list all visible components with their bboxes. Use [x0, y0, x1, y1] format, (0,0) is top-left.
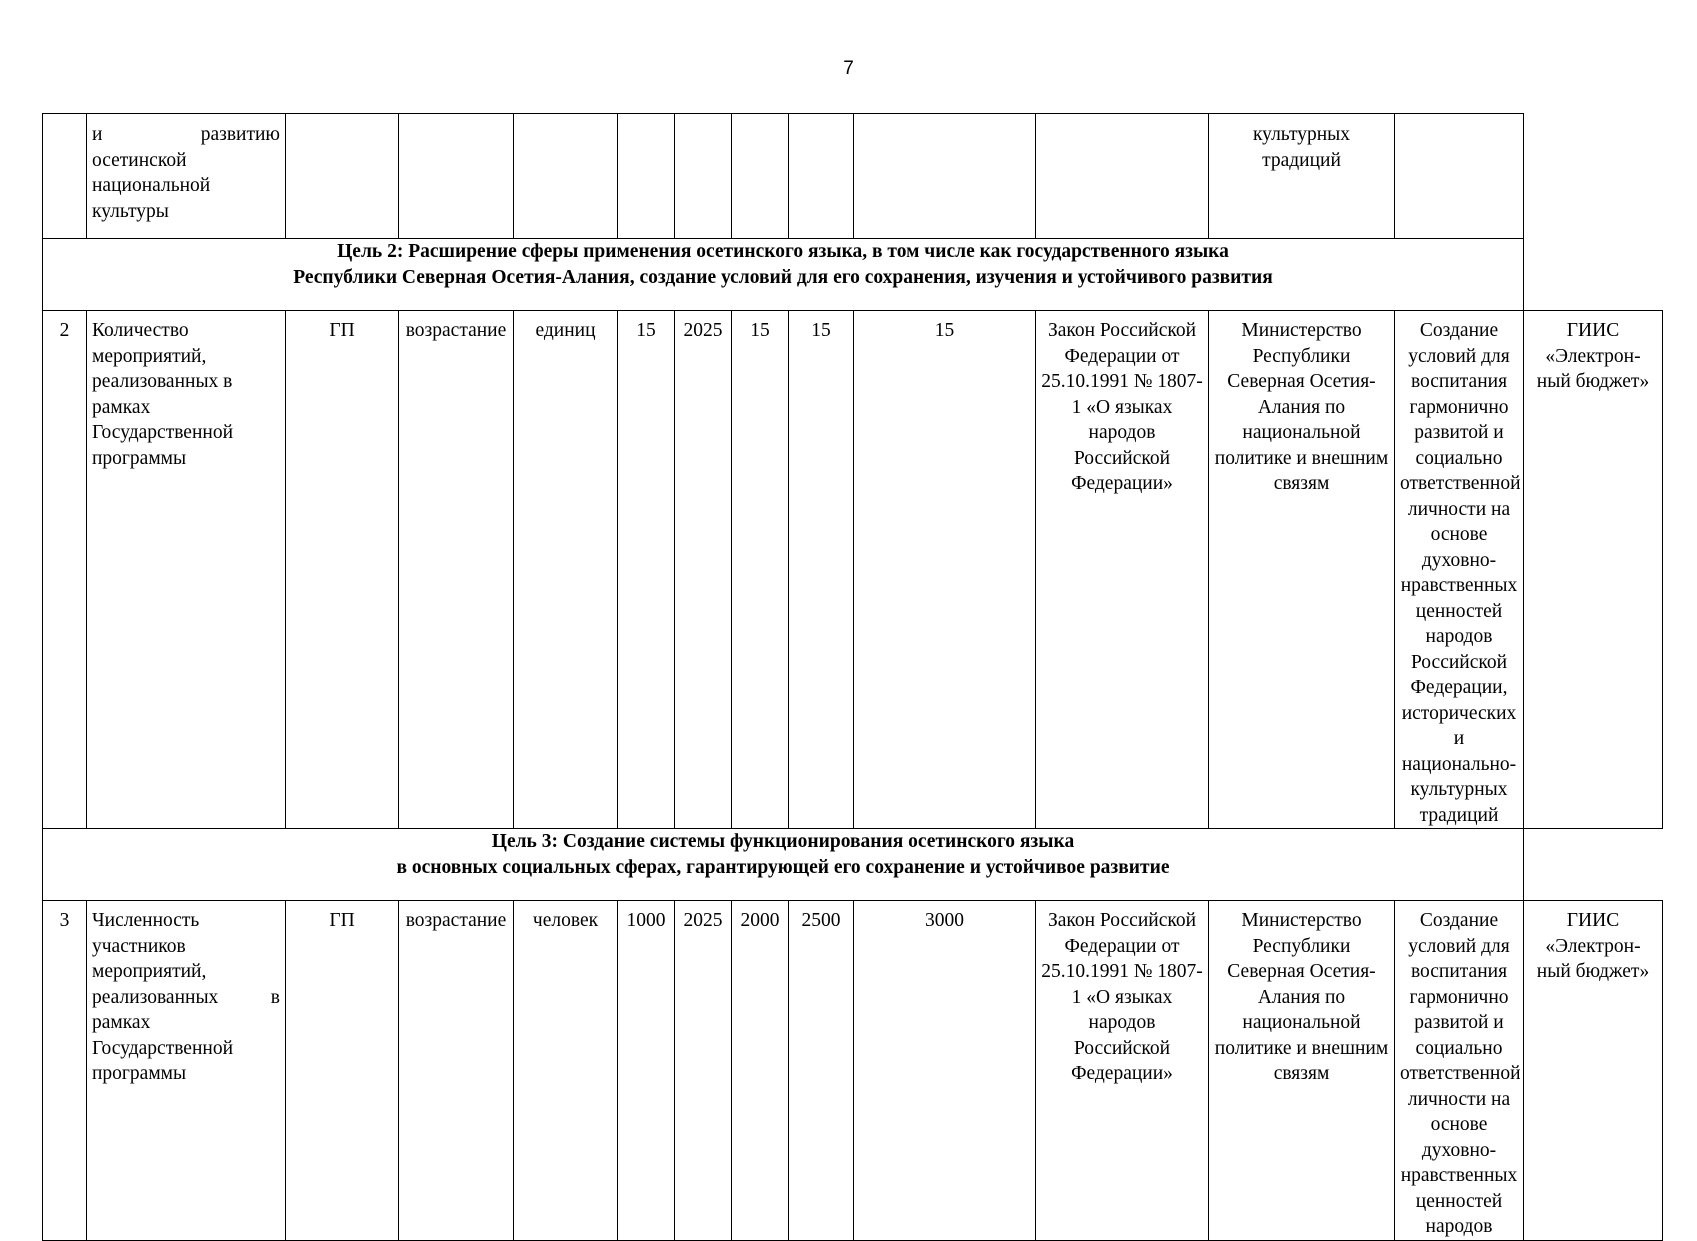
- cell-level: ГП: [286, 901, 399, 1241]
- cell-trend: возрастание: [399, 901, 514, 1241]
- cell-name: Количество мероприятий, реализованных в рамках Государственной программы: [87, 311, 286, 829]
- cell-name-line-4: [92, 985, 280, 1011]
- cell-base-year: 2025: [675, 901, 732, 1241]
- cell-name-line-4: культуры: [92, 200, 169, 222]
- word-in: в: [270, 986, 280, 1008]
- cell-name-line-1: [92, 122, 280, 148]
- cell-base-value: [618, 114, 675, 239]
- goal-2-heading: [43, 239, 1524, 311]
- cell-name-line-5: рамках: [92, 1012, 151, 1033]
- cell-name-line-3: мероприятий,: [92, 961, 207, 982]
- goal-3-heading: [43, 829, 1524, 901]
- cell-base-value: 1000: [618, 901, 675, 1241]
- cell-base-year: 2025: [675, 311, 732, 829]
- cell-level: [286, 114, 399, 239]
- cell-v1: [732, 114, 789, 239]
- table-row-continued: [43, 114, 1663, 239]
- cell-system: ГИИС «Электрон-ный бюджет»: [1524, 311, 1663, 829]
- cell-trend: возрастание: [399, 311, 514, 829]
- cell-responsible: Министерство Республики Северная Осетия-Алания по национальной политике и внешним связям: [1209, 901, 1395, 1241]
- cell-system: ГИИС «Электрон-ный бюджет»: [1524, 901, 1663, 1241]
- word-and: и: [92, 124, 103, 145]
- cell-result-line-1: культурных: [1252, 124, 1351, 145]
- cell-v2: 2500: [789, 901, 854, 1241]
- cell-num: 3: [43, 901, 87, 1241]
- cell-num: 2: [43, 311, 87, 829]
- word-realized: реализованных: [92, 986, 219, 1008]
- page-number: 7: [843, 58, 854, 79]
- goal-3-line-2: в основных социальных сферах, гарантирующей его сохранение и устойчивое развитие: [396, 856, 1170, 878]
- indicators-table: [42, 113, 1663, 1241]
- cell-v2: [789, 114, 854, 239]
- cell-result: Создание условий для воспитания гармонично развитой и социально ответственной личности на основе духовно-нравственных ценностей народов Российской Федерации, исторических и национально-культурных традиций: [1395, 311, 1524, 829]
- cell-v1: 15: [732, 311, 789, 829]
- cell-unit: человек: [514, 901, 618, 1241]
- cell-name-line-2: участников: [92, 935, 186, 957]
- cell-responsible: [1036, 114, 1209, 239]
- cell-result: [1209, 114, 1395, 239]
- word-development: развитию: [200, 124, 280, 145]
- goal-2-line-1: Цель 2: Расширение сферы применения осетинского языка, в том числе как государственного языка: [337, 241, 1229, 262]
- cell-num: [43, 114, 87, 239]
- cell-trend: [399, 114, 514, 239]
- cell-responsible: Министерство Республики Северная Осетия-Алания по национальной политике и внешним связям: [1209, 311, 1395, 829]
- cell-name-line-7: программы: [92, 1063, 187, 1084]
- cell-name: [87, 114, 286, 239]
- cell-name-line-3: национальной: [92, 175, 211, 196]
- cell-unit: единиц: [514, 311, 618, 829]
- cell-level: ГП: [286, 311, 399, 829]
- cell-base-value: 15: [618, 311, 675, 829]
- cell-document: Закон Российской Федерации от 25.10.1991 № 1807-1 «О языках народов Российской Федерации»: [1036, 901, 1209, 1241]
- cell-document: [854, 114, 1036, 239]
- cell-v3: 3000: [854, 901, 1036, 1241]
- goal-row-2: [43, 239, 1663, 311]
- cell-name-line-1: Численность: [92, 910, 200, 931]
- cell-result-line-2: традиций: [1262, 149, 1341, 171]
- cell-document: Закон Российской Федерации от 25.10.1991 № 1807-1 «О языках народов Российской Федерации»: [1036, 311, 1209, 829]
- goal-3-line-1: Цель 3: Создание системы функционирования осетинского языка: [491, 831, 1075, 852]
- cell-name-line-6: Государственной: [92, 1037, 234, 1059]
- table-row-3: [43, 901, 1663, 1241]
- cell-v2: 15: [789, 311, 854, 829]
- goal-2-line-2: Республики Северная Осетия-Алания, создание условий для его сохранения, изучения и устойчивого развития: [293, 266, 1273, 288]
- cell-v3: 15: [854, 311, 1036, 829]
- cell-system: [1395, 114, 1524, 239]
- cell-v1: 2000: [732, 901, 789, 1241]
- cell-name: [87, 901, 286, 1241]
- goal-row-3: [43, 829, 1663, 901]
- cell-unit: [514, 114, 618, 239]
- cell-result: Создание условий для воспитания гармонично развитой и социально ответственной личности на основе духовно-нравственных ценностей народов: [1395, 901, 1524, 1241]
- cell-base-year: [675, 114, 732, 239]
- cell-name-line-2: осетинской: [92, 149, 187, 171]
- table-row-2: [43, 311, 1663, 829]
